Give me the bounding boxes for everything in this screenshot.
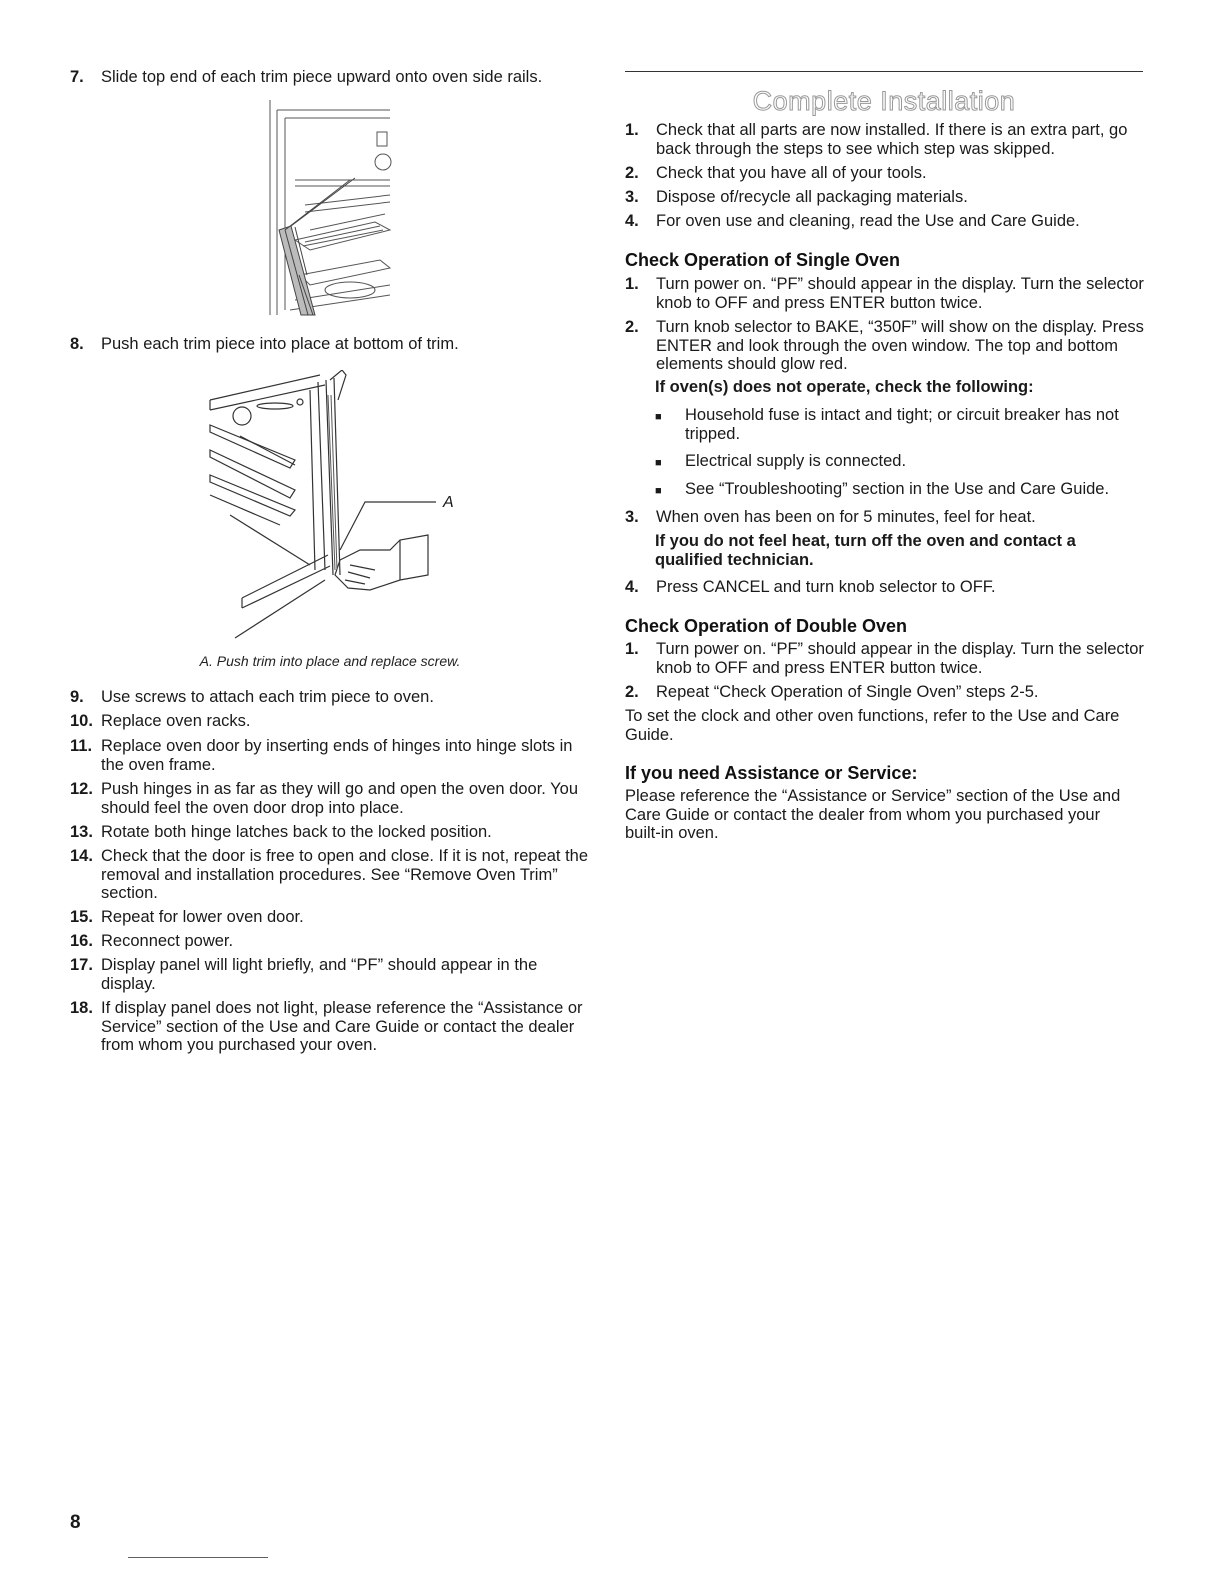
section-title: Complete Installation <box>752 86 1016 116</box>
step-text: Turn power on. “PF” should appear in the display. Turn the selector knob to OFF and press ENTER button twice. <box>656 275 1144 312</box>
bullet-text: Electrical supply is connected. <box>685 452 907 470</box>
step-text: Repeat “Check Operation of Single Oven” steps 2-5. <box>656 683 1039 701</box>
step-12 <box>70 780 590 817</box>
complete-step-1 <box>625 121 1145 158</box>
step-number: 16. <box>70 932 93 950</box>
bullet-troubleshooting <box>655 480 1145 501</box>
step-text: For oven use and cleaning, read the Use and Care Guide. <box>656 212 1080 230</box>
step-number: 12. <box>70 780 93 798</box>
step-16 <box>70 932 590 951</box>
bullet-square-icon: ■ <box>655 411 662 423</box>
complete-step-4 <box>625 212 1145 231</box>
bullet-fuse <box>655 406 1145 443</box>
step-text: If display panel does not light, please reference the “Assistance or Service” section of the Use and Care Guide or contact the dealer from whom you purchased your oven. <box>101 999 583 1054</box>
step-number: 3. <box>625 508 639 526</box>
step-number: 2. <box>625 318 639 336</box>
bullet-text: Household fuse is intact and tight; or circuit breaker has not tripped. <box>685 406 1119 443</box>
step-text: Turn power on. “PF” should appear in the display. Turn the selector knob to OFF and press ENTER button twice. <box>656 640 1144 677</box>
step-7 <box>70 68 590 87</box>
step-number: 1. <box>625 121 639 139</box>
step-text: Dispose of/recycle all packaging materials. <box>656 188 968 206</box>
step-number: 18. <box>70 999 93 1017</box>
single-oven-heading: Check Operation of Single Oven <box>625 250 901 270</box>
step-number: 7. <box>70 68 84 86</box>
step-text: Repeat for lower oven door. <box>101 908 304 926</box>
step-number: 10. <box>70 712 93 730</box>
figure-caption: A. Push trim into place and replace screw. <box>199 653 461 669</box>
single-step-3 <box>625 508 1145 527</box>
step-number: 14. <box>70 847 93 865</box>
oven-trim-rails-figure <box>255 100 395 320</box>
double-oven-note: To set the clock and other oven functions, refer to the Use and Care Guide. <box>625 707 1120 744</box>
step-text: Turn knob selector to BAKE, “350F” will show on the display. Press ENTER and look through the oven window. The top and bottom elements should glow red. <box>656 318 1144 373</box>
step-number: 1. <box>625 640 639 658</box>
single-note-check: If oven(s) does not operate, check the following: <box>655 378 1034 396</box>
step-number: 8. <box>70 335 84 353</box>
step-text: Display panel will light briefly, and “PF” should appear in the display. <box>101 956 538 993</box>
step-number: 17. <box>70 956 93 974</box>
step-text: Use screws to attach each trim piece to oven. <box>101 688 434 706</box>
step-15 <box>70 908 590 927</box>
step-8 <box>70 335 590 354</box>
complete-step-2 <box>625 164 1145 183</box>
step-18 <box>70 999 590 1055</box>
step-text: Slide top end of each trim piece upward onto oven side rails. <box>101 68 543 86</box>
bullet-square-icon: ■ <box>655 485 662 497</box>
step-number: 4. <box>625 578 639 596</box>
single-step-2 <box>625 318 1145 374</box>
step-number: 3. <box>625 188 639 206</box>
bullet-text: See “Troubleshooting” section in the Use and Care Guide. <box>685 480 1110 498</box>
step-14 <box>70 847 590 903</box>
step-text: Replace oven racks. <box>101 712 251 730</box>
step-10 <box>70 712 590 731</box>
step-number: 2. <box>625 683 639 701</box>
service-paragraph: Please reference the “Assistance or Service” section of the Use and Care Guide or contact the dealer from whom you purchased your built-in oven. <box>625 787 1121 842</box>
step-text: Replace oven door by inserting ends of hinges into hinge slots in the oven frame. <box>101 737 573 774</box>
step-text: Check that the door is free to open and close. If it is not, repeat the removal and installation procedures. See “Remove Oven Trim” section. <box>101 847 589 902</box>
step-17 <box>70 956 590 993</box>
step-text: Reconnect power. <box>101 932 234 950</box>
step-text: Check that all parts are now installed. If there is an extra part, go back through the steps to see which step was skipped. <box>656 121 1128 158</box>
step-number: 13. <box>70 823 93 841</box>
step-number: 2. <box>625 164 639 182</box>
step-13 <box>70 823 590 842</box>
bullet-square-icon: ■ <box>655 457 662 469</box>
complete-step-3 <box>625 188 1145 207</box>
double-oven-heading: Check Operation of Double Oven <box>625 616 908 636</box>
step-number: 1. <box>625 275 639 293</box>
step-number: 4. <box>625 212 639 230</box>
step-text: Rotate both hinge latches back to the locked position. <box>101 823 492 841</box>
step-number: 15. <box>70 908 93 926</box>
step-text: Push each trim piece into place at bottom of trim. <box>101 335 459 353</box>
step-number: 11. <box>70 737 93 755</box>
step-text: When oven has been on for 5 minutes, feel for heat. <box>656 508 1036 526</box>
footer-rule <box>128 1557 268 1558</box>
double-step-2 <box>625 683 1145 702</box>
step-9 <box>70 688 590 707</box>
push-trim-figure <box>200 370 470 640</box>
step-text: Push hinges in as far as they will go and open the oven door. You should feel the oven door drop into place. <box>101 780 579 817</box>
callout-label-a: A <box>443 494 454 511</box>
single-step-1 <box>625 275 1145 312</box>
single-note-heat: If you do not feel heat, turn off the oven and contact a qualified technician. <box>655 532 1076 569</box>
step-number: 9. <box>70 688 84 706</box>
bullet-electrical <box>655 452 1145 473</box>
step-text: Check that you have all of your tools. <box>656 164 927 182</box>
single-step-4 <box>625 578 1145 597</box>
step-11 <box>70 737 590 774</box>
service-heading: If you need Assistance or Service: <box>625 763 918 783</box>
section-divider <box>625 71 1143 72</box>
double-step-1 <box>625 640 1145 677</box>
step-text: Press CANCEL and turn knob selector to OFF. <box>656 578 996 596</box>
page-number: 8 <box>70 1512 81 1533</box>
